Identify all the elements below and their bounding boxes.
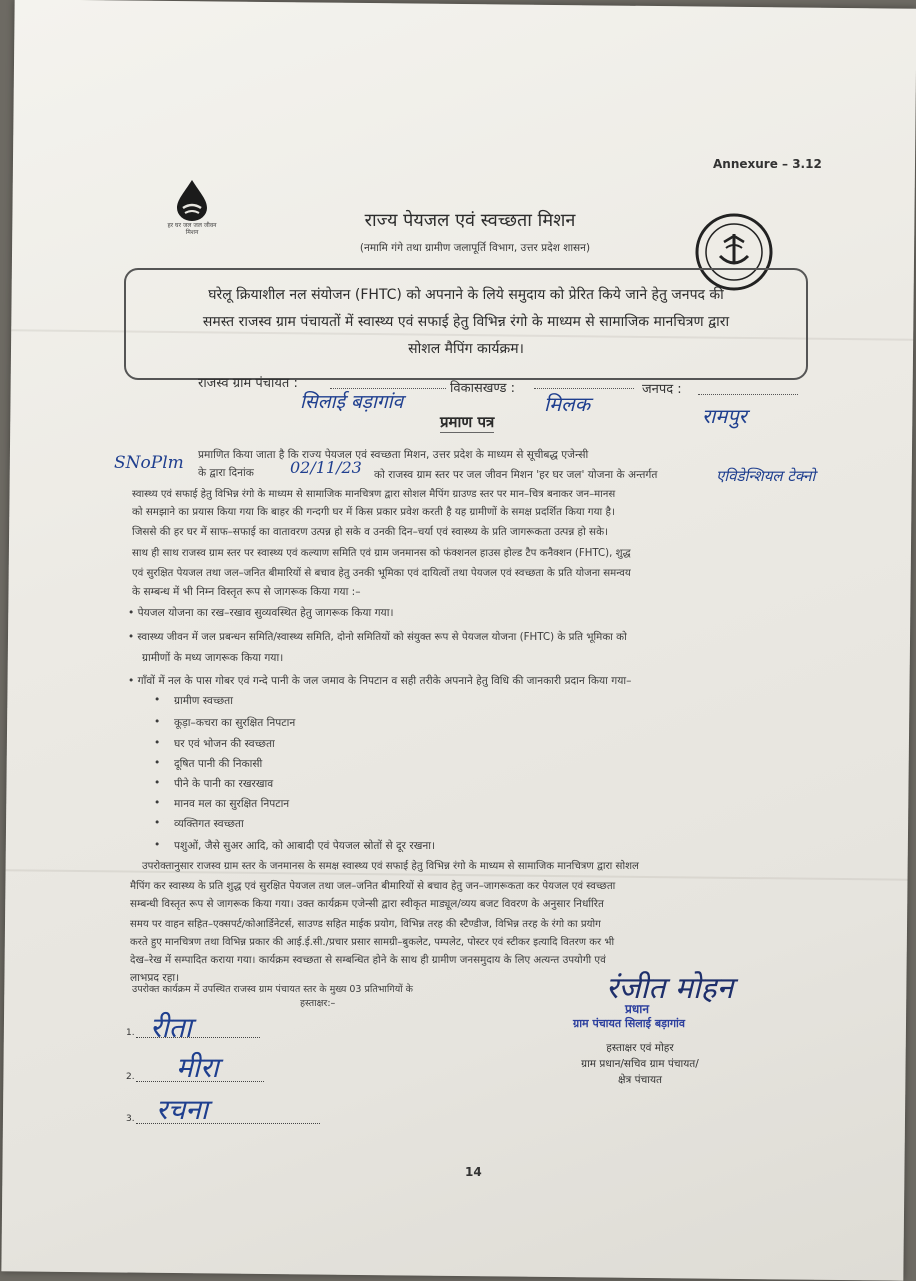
block-value: मिलक [544, 392, 591, 416]
participant-number: 3. [126, 1114, 135, 1124]
program-title-box [124, 268, 808, 380]
participant-signature: रीता [150, 1011, 192, 1044]
agency-name: एविडेन्शियल टेक्नो [716, 467, 816, 485]
participant-number: 1. [126, 1028, 135, 1038]
signatory-designation [560, 1040, 720, 1088]
body-line: के सम्बन्ध में भी निम्न विस्तृत रूप से जागरूक किया गया :– [132, 586, 361, 598]
district-value: रामपुर [702, 404, 747, 428]
sub-point: • पशुओं, जैसे सुअर आदि, को आबादी एवं पेयजल स्रोतों से दूर रखना। [174, 839, 435, 853]
sub-point: • व्यक्तिगत स्वच्छता [174, 817, 244, 831]
jal-jeevan-mission-logo [163, 178, 221, 250]
body-line: जिससे की हर घर में साफ–सफाई का वातावरण उत्पन्न हो सके व उनकी दिन–चर्या एवं स्वास्थ्य के प्रति जागरूकता उत्पन्न हो सके। [132, 526, 609, 538]
page-number: 14 [465, 1165, 482, 1179]
block-label: विकासखण्ड : [450, 381, 516, 396]
body-line: को राजस्व ग्राम स्तर पर जल जीवन मिशन 'हर घर जल' योजना के अन्तर्गत [374, 469, 658, 481]
body-line: के द्वारा दिनांक [198, 467, 254, 479]
participant-signature: मीरा [176, 1051, 219, 1084]
closing-line: करते हुए मानचित्रण तथा विभिन्न प्रकार की आई.ई.सी./प्रचार प्रसार सामग्री–बुकलेट, पम्पलेट, पोस्टर एवं स्टीकर इत्यादि वितरण कर भी [130, 937, 615, 948]
sub-point: • मानव मल का सुरक्षित निपटान [174, 797, 289, 811]
closing-line: सम्बन्धी विस्तृत रूप से जागरूक किया गया। उक्त कार्यक्रम एजेन्सी द्वारा स्वीकृत माड्यूल/व्यय बजट विवरण के अनुसार निर्धारित [130, 898, 604, 910]
point-item: • पेयजल योजना का रख–रखाव सुव्यवस्थित हेतु जागरूक किया गया। [128, 607, 394, 619]
pradhan-signature: रंजीत मोहन [606, 971, 734, 1006]
program-title-line: सोशल मैपिंग कार्यक्रम। [408, 341, 524, 357]
certificate-title: प्रमाण पत्र [440, 413, 495, 431]
participants-label: हस्ताक्षर:– [300, 998, 336, 1009]
participants-label: उपरोक्त कार्यक्रम में उपस्थित राजस्व ग्राम पंचायत स्तर के मुख्य 03 प्रतिभागियों के [132, 984, 413, 995]
block-line [534, 387, 634, 389]
sub-point: • घर एवं भोजन की स्वच्छता [174, 737, 275, 751]
logo-tagline: हर घर जल जल जीवन मिशन [167, 222, 217, 236]
sub-point: • ग्रामीण स्वच्छता [174, 694, 233, 708]
closing-line: समय पर वाहन सहित–एक्सपर्ट/कोआर्डिनेटर्स, साउण्ड सहित माईक प्रयोग, विभिन्न तरह की स्टैण्डीज, विभिन्न तरह के रंगो का प्रयोग [130, 919, 601, 930]
body-line: प्रमाणित किया जाता है कि राज्य पेयजल एवं स्वच्छता मिशन, उत्तर प्रदेश के माध्यम से सूचीबद्ध एजेन्सी [198, 449, 589, 461]
point-item: ग्रामीणों के मध्य जागरूक किया गया। [142, 652, 284, 664]
gram-panchayat-label: राजस्व ग्राम पंचायत : [198, 376, 298, 391]
participant-number: 2. [126, 1072, 135, 1082]
gram-panchayat-value: सिलाई बड़ागांव [300, 391, 404, 413]
body-line: साथ ही साथ राजस्व ग्राम स्तर पर स्वास्थ्य एवं कल्याण समिति एवं ग्राम जनमानस को फंक्शनल हाउस होल्ड टैप कनैक्शन (FHTC), शुद्ध [132, 548, 631, 559]
district-label: जनपद : [642, 382, 682, 397]
signatory-label: ग्राम प्रधान/सचिव ग्राम पंचायत/ [581, 1058, 699, 1070]
stamp-title: प्रधान [625, 1002, 649, 1016]
closing-line: लाभप्रद रहा। [130, 972, 180, 984]
point-item: • गाँवों में नल के पास गोबर एवं गन्दे पानी के जल जमाव के निपटान व सही तरीके अपनाने हेतु विधि की जानकारी प्रदान किया गया– [128, 675, 632, 687]
stamp-text: ग्राम पंचायत सिलाई बड़ागांव [572, 1017, 686, 1030]
agency-prefix: SNoPlm [114, 453, 184, 473]
program-title-line: घरेलू क्रियाशील नल संयोजन (FHTC) को अपनाने के लिये समुदाय को प्रेरित किये जाने हेतु जनपद की [208, 287, 724, 303]
closing-line: उपरोक्तानुसार राजस्व ग्राम स्तर के जनमानस के समक्ष स्वास्थ्य एवं सफाई हेतु विभिन्न रंगो के माध्यम से सामाजिक मानचित्रण द्वारा सोशल [142, 861, 639, 872]
annexure-label: Annexure – 3.12 [713, 157, 822, 171]
body-line: स्वास्थ्य एवं सफाई हेतु विभिन्न रंगो के माध्यम से सामाजिक मानचित्रण द्वारा सोशल मैपिंग ग्राउण्ड स्तर पर मान–चित्र बनाकर जन–मानस [132, 489, 616, 500]
signatory-label: क्षेत्र पंचायत [617, 1074, 663, 1086]
participant-signature: रचना [156, 1093, 209, 1126]
water-drop-icon [163, 178, 221, 222]
signatory-label: हस्ताक्षर एवं मोहर [606, 1042, 674, 1054]
program-title-line: समस्त राजस्व ग्राम पंचायतों में स्वास्थ्य एवं सफाई हेतु विभिन्न रंगो के माध्यम से सामाजिक मानचित्रण द्वारा [202, 314, 730, 330]
body-line: एवं सुरक्षित पेयजल तथा जल–जनित बीमारियों से बचाव हेतु उनकी भूमिका एवं दायित्वों तथा पेयजल एवं स्वच्छता के प्रति योजना समन्वय [132, 568, 631, 579]
sub-point: • पीने के पानी का रखरखाव [174, 777, 273, 791]
mission-title: राज्य पेयजल एवं स्वच्छता मिशन [364, 210, 576, 231]
district-line [698, 393, 798, 395]
sub-point: • कूड़ा–कचरा का सुरक्षित निपटान [174, 716, 295, 730]
point-item: • स्वास्थ्य जीवन में जल प्रबन्धन समिति/स्वास्थ्य समिति, दोनो समितियों को संयुक्त रूप से पेयजल योजना (FHTC) के प्रति भूमिका को [128, 631, 627, 643]
closing-line: देख–रेख में सम्पादित कराया गया। कार्यक्रम स्वच्छता से सम्बन्धित होने के साथ ही ग्रामीण जनसमुदाय के लिए अत्यन्त उपयोगी एवं [130, 954, 606, 966]
closing-line: मैपिंग कर स्वास्थ्य के प्रति शुद्ध एवं सुरक्षित पेयजल तथा जल–जनित बीमारियों से बचाव हेतु जन–जागरूकता कर पेयजल एवं स्वच्छता [130, 881, 616, 892]
sub-point: • दूषित पानी की निकासी [174, 757, 262, 771]
body-line: को समझाने का प्रयास किया गया कि बाहर की गन्दगी घर में किस प्रकार प्रवेश करती है यह ग्रामीणों के समक्ष प्रदर्शित किया गया है। [132, 506, 615, 518]
mission-subtitle: (नमामि गंगे तथा ग्रामीण जलापूर्ति विभाग, उत्तर प्रदेश शासन) [359, 242, 591, 254]
program-date: 02/11/23 [290, 458, 362, 477]
